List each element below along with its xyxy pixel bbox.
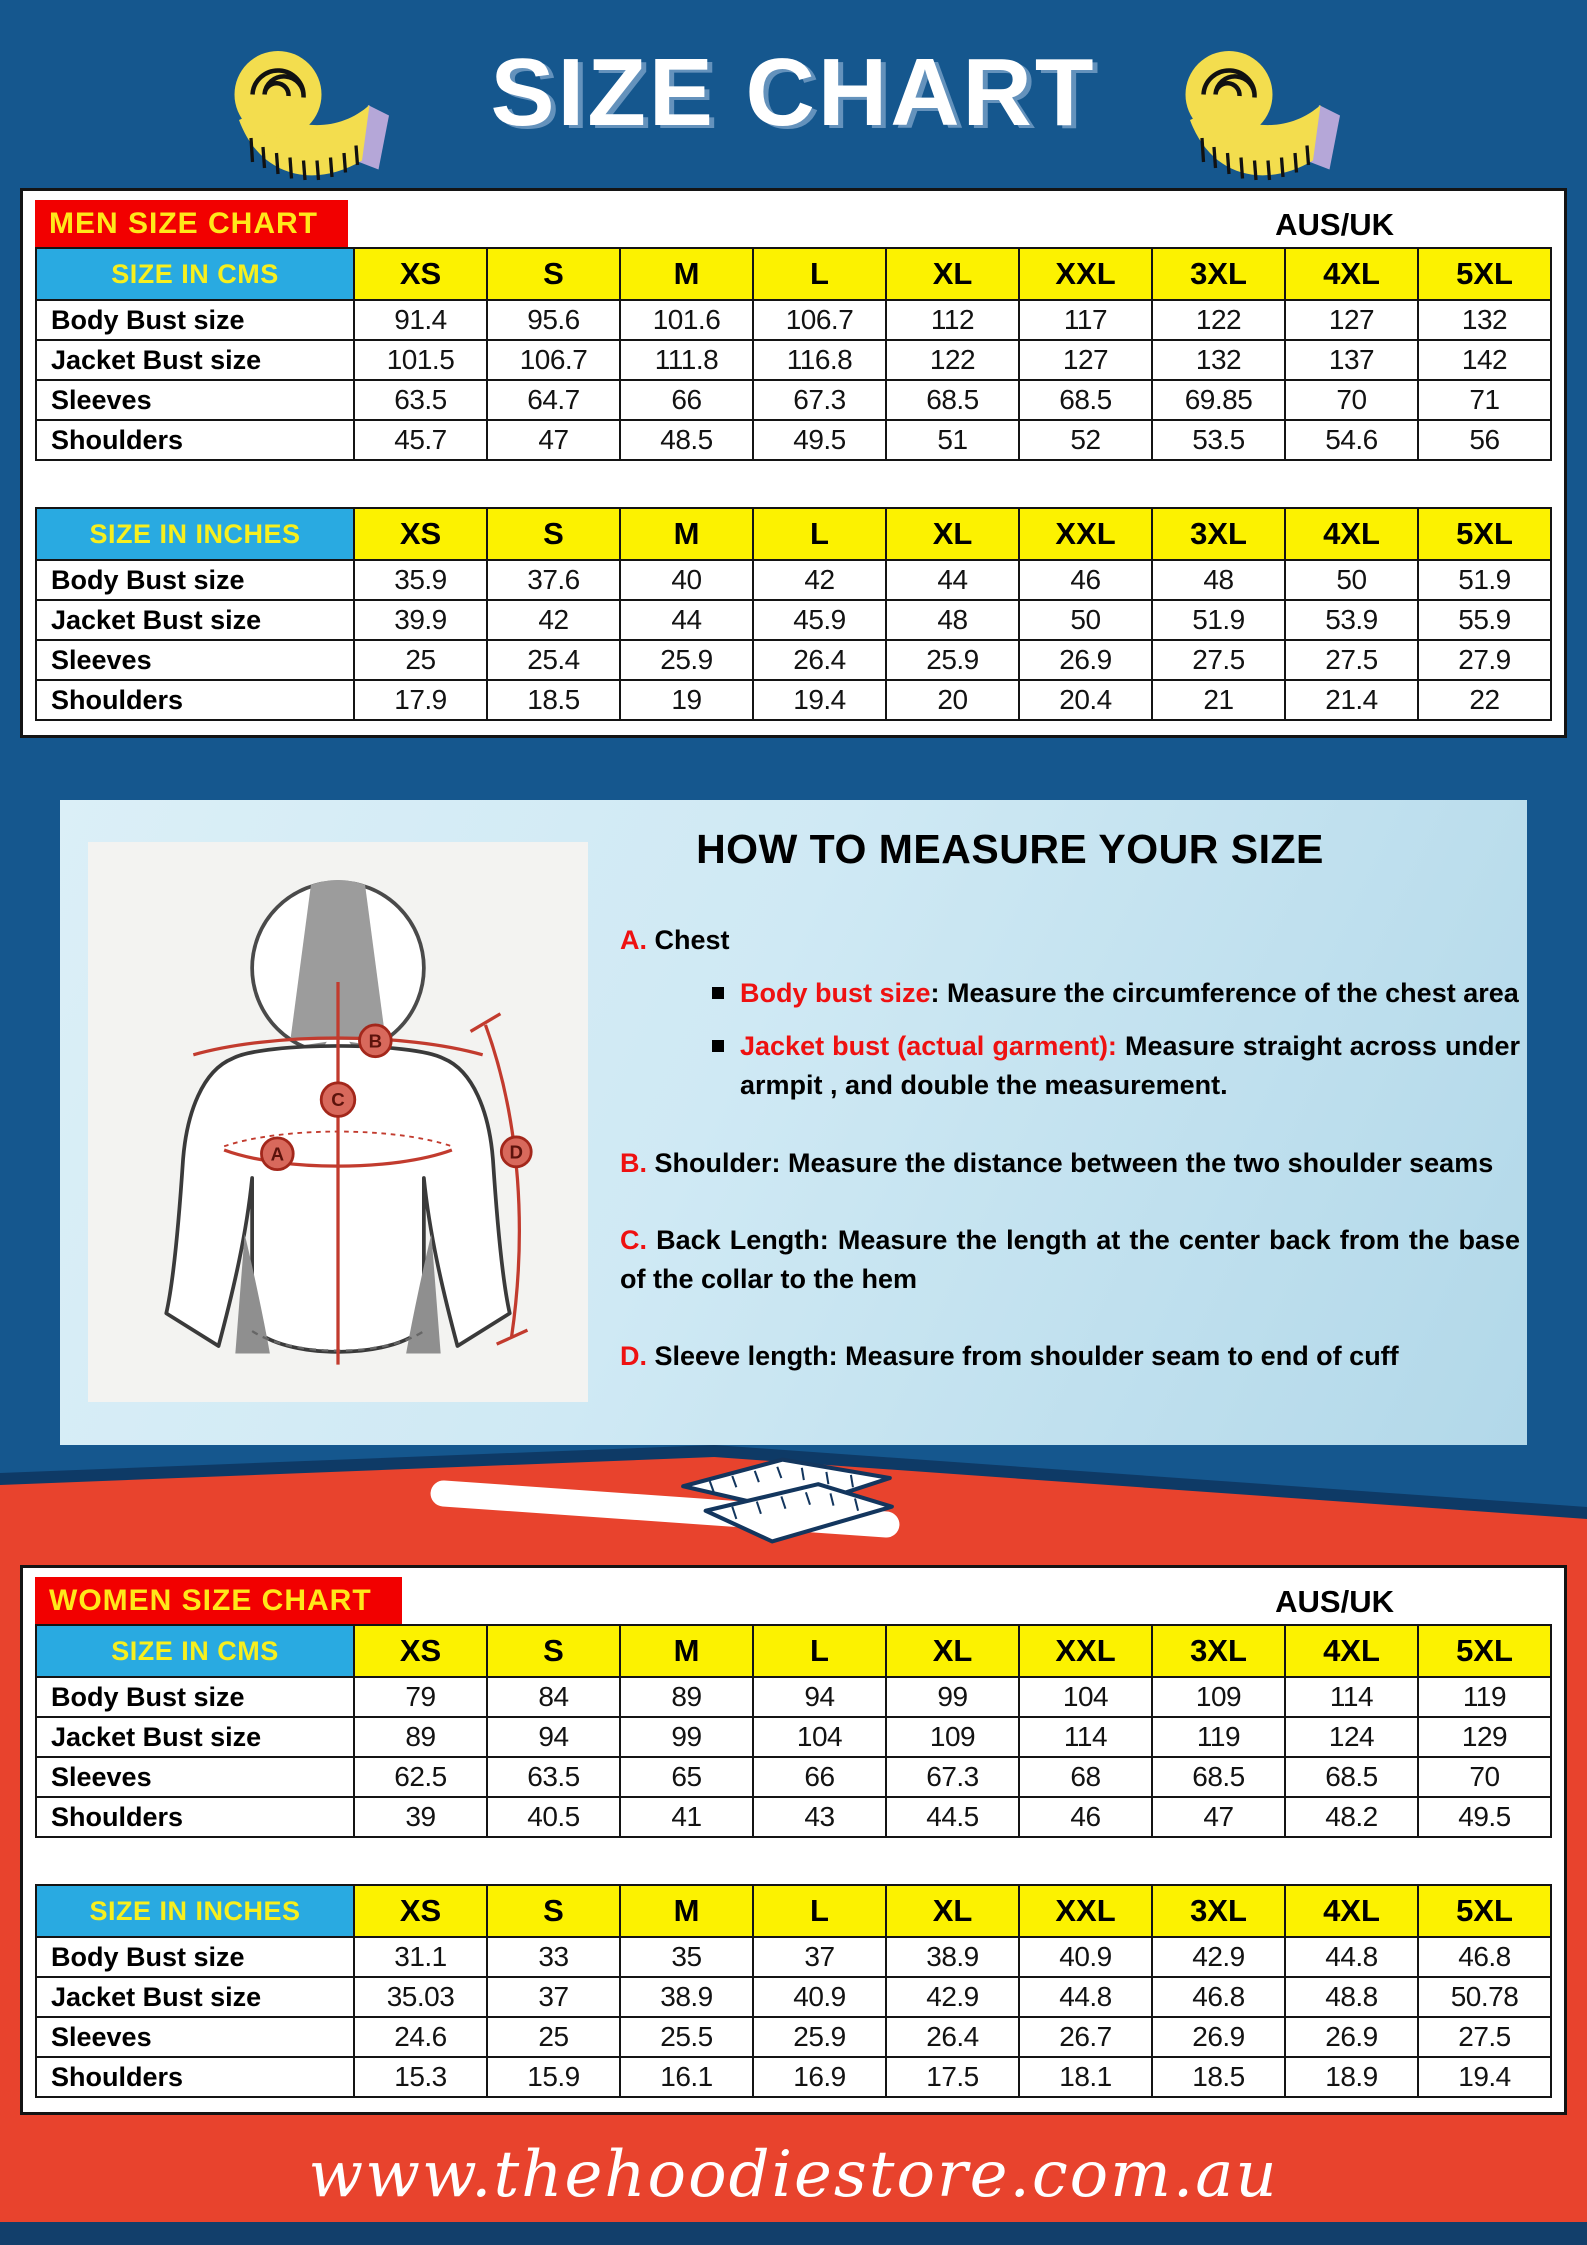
measurement-value: 132	[1152, 340, 1285, 380]
measurement-value: 68	[1019, 1757, 1152, 1797]
measurement-value: 63.5	[354, 380, 487, 420]
guide-text-a: Chest	[654, 925, 730, 955]
measurement-value: 26.9	[1152, 2017, 1285, 2057]
measurement-value: 43	[753, 1797, 886, 1837]
men-size-chart-panel	[20, 188, 1567, 738]
bullet-icon	[712, 987, 724, 999]
measurement-value: 25.9	[886, 640, 1019, 680]
measurement-value: 48.2	[1285, 1797, 1418, 1837]
measurement-value: 44.8	[1019, 1977, 1152, 2017]
measurement-label: Jacket Bust size	[36, 340, 354, 380]
size-column-header: L	[753, 248, 886, 300]
guide-item-a	[620, 921, 1520, 960]
measurement-value: 22	[1418, 680, 1551, 720]
measurement-value: 99	[620, 1717, 753, 1757]
measurement-value: 55.9	[1418, 600, 1551, 640]
measurement-value: 68.5	[1019, 380, 1152, 420]
measuring-tape-icon	[1172, 45, 1367, 140]
measurement-value: 124	[1285, 1717, 1418, 1757]
measurement-value: 65	[620, 1757, 753, 1797]
measurement-label: Jacket Bust size	[36, 1717, 354, 1757]
measurement-value: 54.6	[1285, 420, 1418, 460]
guide-item-b	[620, 1144, 1520, 1183]
measurement-value: 37	[487, 1977, 620, 2017]
measurement-value: 17.9	[354, 680, 487, 720]
measurement-row	[36, 600, 1551, 640]
measurement-value: 16.1	[620, 2057, 753, 2097]
measurement-value: 67.3	[753, 380, 886, 420]
measurement-value: 26.4	[886, 2017, 1019, 2057]
measurement-value: 63.5	[487, 1757, 620, 1797]
measurement-value: 137	[1285, 340, 1418, 380]
measurement-value: 27.5	[1152, 640, 1285, 680]
size-column-header: XL	[886, 508, 1019, 560]
measurement-value: 39.9	[354, 600, 487, 640]
measurement-value: 26.7	[1019, 2017, 1152, 2057]
measurement-value: 21	[1152, 680, 1285, 720]
measurement-value: 94	[487, 1717, 620, 1757]
measurement-value: 67.3	[886, 1757, 1019, 1797]
measurement-value: 47	[487, 420, 620, 460]
measurement-value: 44.8	[1285, 1937, 1418, 1977]
measurement-value: 101.6	[620, 300, 753, 340]
measurement-value: 35.03	[354, 1977, 487, 2017]
women-chart-label: WOMEN SIZE CHART	[35, 1577, 402, 1624]
measurement-value: 79	[354, 1677, 487, 1717]
measurement-value: 53.9	[1285, 600, 1418, 640]
measurement-value: 68.5	[1285, 1757, 1418, 1797]
women-size-chart-panel	[20, 1565, 1567, 2115]
measurement-value: 66	[753, 1757, 886, 1797]
measurement-row	[36, 340, 1551, 380]
hoodie-back-illustration	[88, 842, 588, 1402]
measurement-value: 50.78	[1418, 1977, 1551, 2017]
measurement-value: 106.7	[487, 340, 620, 380]
measurement-value: 53.5	[1152, 420, 1285, 460]
measurement-label: Sleeves	[36, 2017, 354, 2057]
women-inches-table	[35, 1884, 1552, 2098]
measurement-value: 35	[620, 1937, 753, 1977]
size-column-header: 4XL	[1285, 508, 1418, 560]
measurement-value: 25	[354, 640, 487, 680]
measurement-value: 119	[1418, 1677, 1551, 1717]
measurement-value: 39	[354, 1797, 487, 1837]
size-table	[35, 507, 1552, 721]
measurement-value: 56	[1418, 420, 1551, 460]
size-column-header: XS	[354, 508, 487, 560]
measurement-value: 69.85	[1152, 380, 1285, 420]
measurement-value: 27.9	[1418, 640, 1551, 680]
measurement-value: 99	[886, 1677, 1019, 1717]
jacket-measurement-diagram	[88, 842, 588, 1402]
measurement-value: 106.7	[753, 300, 886, 340]
measurement-row	[36, 680, 1551, 720]
header	[0, 0, 1587, 185]
measurement-row	[36, 380, 1551, 420]
measurement-row	[36, 1717, 1551, 1757]
measurement-value: 70	[1285, 380, 1418, 420]
measurement-label: Body Bust size	[36, 1677, 354, 1717]
measurement-value: 127	[1285, 300, 1418, 340]
measurement-value: 117	[1019, 300, 1152, 340]
measurement-label: Shoulders	[36, 680, 354, 720]
measurement-value: 50	[1285, 560, 1418, 600]
size-header-row	[36, 1885, 1551, 1937]
measurement-value: 33	[487, 1937, 620, 1977]
region-label: AUS/UK	[1275, 1584, 1394, 1619]
measurement-value: 18.5	[487, 680, 620, 720]
measurement-value: 42	[487, 600, 620, 640]
measurement-value: 18.5	[1152, 2057, 1285, 2097]
measurement-row	[36, 1797, 1551, 1837]
women-cms-table	[35, 1624, 1552, 1838]
measurement-value: 21.4	[1285, 680, 1418, 720]
marker-c-label: C	[331, 1089, 345, 1111]
measurement-value: 114	[1285, 1677, 1418, 1717]
bullet-jacket-bust	[620, 1027, 1520, 1105]
measurement-value: 25.9	[620, 640, 753, 680]
measurement-value: 38.9	[886, 1937, 1019, 1977]
measurement-value: 109	[1152, 1677, 1285, 1717]
size-column-header: 4XL	[1285, 1885, 1418, 1937]
measurement-value: 47	[1152, 1797, 1285, 1837]
measurement-value: 49.5	[1418, 1797, 1551, 1837]
measurement-value: 89	[620, 1677, 753, 1717]
size-column-header: 5XL	[1418, 1625, 1551, 1677]
measurement-value: 112	[886, 300, 1019, 340]
measurement-value: 64.7	[487, 380, 620, 420]
bullet-body-bust-rest: : Measure the circumference of the chest area	[930, 978, 1519, 1009]
measurement-value: 18.1	[1019, 2057, 1152, 2097]
measurement-value: 129	[1418, 1717, 1551, 1757]
measurement-value: 40.9	[1019, 1937, 1152, 1977]
measurement-label: Shoulders	[36, 2057, 354, 2097]
measurement-value: 25.9	[753, 2017, 886, 2057]
measurement-value: 20.4	[1019, 680, 1152, 720]
page-title: SIZE CHART	[490, 38, 1097, 146]
guide-key-d: D.	[620, 1340, 647, 1371]
measurement-value: 42	[753, 560, 886, 600]
measurement-value: 40.5	[487, 1797, 620, 1837]
bullet-jacket-bust-lead: Jacket bust (actual garment):	[740, 1031, 1117, 1062]
guide-item-c	[620, 1221, 1520, 1299]
marker-a-label: A	[270, 1143, 285, 1165]
size-column-header: 3XL	[1152, 248, 1285, 300]
measurement-label: Sleeves	[36, 1757, 354, 1797]
measurement-value: 35.9	[354, 560, 487, 600]
measurement-row	[36, 640, 1551, 680]
size-column-header: L	[753, 508, 886, 560]
measurement-value: 70	[1418, 1757, 1551, 1797]
measurement-value: 48	[886, 600, 1019, 640]
measurement-value: 38.9	[620, 1977, 753, 2017]
measurement-value: 52	[1019, 420, 1152, 460]
measurement-value: 68.5	[1152, 1757, 1285, 1797]
guide-item-d	[620, 1337, 1520, 1376]
measurement-label: Sleeves	[36, 380, 354, 420]
how-to-measure-panel	[60, 800, 1527, 1445]
unit-label-cell: SIZE IN CMS	[36, 248, 354, 300]
measurement-value: 20	[886, 680, 1019, 720]
guide-text-b: Shoulder: Measure the distance between the two shoulder seams	[654, 1147, 1494, 1178]
measurement-label: Body Bust size	[36, 300, 354, 340]
chest-bullets	[620, 974, 1520, 1105]
measurement-value: 116.8	[753, 340, 886, 380]
measurement-value: 45.9	[753, 600, 886, 640]
size-column-header: 5XL	[1418, 1885, 1551, 1937]
measurement-value: 40.9	[753, 1977, 886, 2017]
bullet-jacket-bust-text	[740, 1027, 1520, 1105]
measurement-value: 44	[620, 600, 753, 640]
measurement-value: 44	[886, 560, 1019, 600]
measurement-value: 101.5	[354, 340, 487, 380]
size-header-row	[36, 248, 1551, 300]
measurement-value: 17.5	[886, 2057, 1019, 2097]
measurement-value: 45.7	[354, 420, 487, 460]
size-header-row	[36, 1625, 1551, 1677]
unit-label-cell: SIZE IN INCHES	[36, 1885, 354, 1937]
measurement-value: 71	[1418, 380, 1551, 420]
measurement-value: 42.9	[886, 1977, 1019, 2017]
measurement-row	[36, 420, 1551, 460]
measurement-value: 122	[1152, 300, 1285, 340]
measurement-label: Jacket Bust size	[36, 600, 354, 640]
measurement-row	[36, 2017, 1551, 2057]
measurement-value: 51.9	[1418, 560, 1551, 600]
measurement-value: 84	[487, 1677, 620, 1717]
measurement-value: 109	[886, 1717, 1019, 1757]
measurement-value: 18.9	[1285, 2057, 1418, 2097]
measurement-value: 104	[1019, 1677, 1152, 1717]
measurement-value: 62.5	[354, 1757, 487, 1797]
men-chart-label: MEN SIZE CHART	[35, 200, 348, 247]
measurement-value: 132	[1418, 300, 1551, 340]
measurement-value: 114	[1019, 1717, 1152, 1757]
bullet-body-bust-lead: Body bust size	[740, 978, 931, 1009]
size-header-row	[36, 508, 1551, 560]
measurement-label: Sleeves	[36, 640, 354, 680]
bottom-navy-strip	[0, 2222, 1587, 2245]
measurement-label: Body Bust size	[36, 560, 354, 600]
measurement-value: 27.5	[1285, 640, 1418, 680]
measurement-value: 26.9	[1285, 2017, 1418, 2057]
measurement-value: 40	[620, 560, 753, 600]
measurement-value: 19.4	[753, 680, 886, 720]
measurement-value: 41	[620, 1797, 753, 1837]
bullet-icon	[712, 1040, 724, 1052]
measurement-value: 42.9	[1152, 1937, 1285, 1977]
size-table	[35, 1884, 1552, 2098]
measurement-value: 51	[886, 420, 1019, 460]
measurement-value: 95.6	[487, 300, 620, 340]
unit-label-cell: SIZE IN INCHES	[36, 508, 354, 560]
measurement-value: 48.5	[620, 420, 753, 460]
size-column-header: M	[620, 248, 753, 300]
guide-title: HOW TO MEASURE YOUR SIZE	[696, 826, 1324, 872]
store-url: www.thehoodiestore.com.au	[308, 2138, 1279, 2212]
size-column-header: S	[487, 1885, 620, 1937]
measuring-tape-icon	[221, 45, 416, 140]
measurement-label: Jacket Bust size	[36, 1977, 354, 2017]
men-inches-table	[35, 507, 1552, 721]
measurement-value: 104	[753, 1717, 886, 1757]
unit-label-cell: SIZE IN CMS	[36, 1625, 354, 1677]
region-label: AUS/UK	[1275, 207, 1394, 242]
size-column-header: L	[753, 1625, 886, 1677]
size-column-header: XS	[354, 248, 487, 300]
measuring-tape-icon	[675, 1446, 900, 1551]
measurement-value: 142	[1418, 340, 1551, 380]
size-column-header: 4XL	[1285, 248, 1418, 300]
size-column-header: XXL	[1019, 1625, 1152, 1677]
size-column-header: XS	[354, 1885, 487, 1937]
measurement-row	[36, 1937, 1551, 1977]
measurement-value: 27.5	[1418, 2017, 1551, 2057]
guide-text-c: Back Length: Measure the length at the center back from the base of the collar to the hem	[620, 1224, 1520, 1294]
size-column-header: 3XL	[1152, 508, 1285, 560]
size-column-header: XXL	[1019, 1885, 1152, 1937]
size-column-header: XL	[886, 248, 1019, 300]
bullet-body-bust-text	[740, 974, 1519, 1013]
measurement-value: 48.8	[1285, 1977, 1418, 2017]
measurement-value: 46	[1019, 1797, 1152, 1837]
size-column-header: XXL	[1019, 248, 1152, 300]
measurement-value: 19	[620, 680, 753, 720]
men-panel-header	[35, 200, 1552, 247]
marker-b-label: B	[368, 1030, 383, 1052]
measurement-value: 19.4	[1418, 2057, 1551, 2097]
measurement-value: 15.9	[487, 2057, 620, 2097]
measurement-value: 37	[753, 1937, 886, 1977]
table-gap	[35, 1838, 1552, 1884]
size-column-header: 3XL	[1152, 1625, 1285, 1677]
size-table	[35, 247, 1552, 461]
measurement-row	[36, 2057, 1551, 2097]
size-column-header: XS	[354, 1625, 487, 1677]
table-gap	[35, 461, 1552, 507]
women-panel-header	[35, 1577, 1552, 1624]
size-column-header: S	[487, 248, 620, 300]
guide-key-c: C.	[620, 1224, 647, 1255]
size-column-header: 5XL	[1418, 508, 1551, 560]
size-column-header: M	[620, 508, 753, 560]
measurement-value: 46.8	[1418, 1937, 1551, 1977]
size-column-header: XL	[886, 1625, 1019, 1677]
measurement-value: 48	[1152, 560, 1285, 600]
size-column-header: M	[620, 1885, 753, 1937]
size-column-header: XXL	[1019, 508, 1152, 560]
measurement-value: 51.9	[1152, 600, 1285, 640]
measurement-row	[36, 300, 1551, 340]
size-column-header: 3XL	[1152, 1885, 1285, 1937]
size-column-header: S	[487, 1625, 620, 1677]
measurement-value: 26.4	[753, 640, 886, 680]
measurement-row	[36, 1977, 1551, 2017]
guide-key-b: B.	[620, 1147, 647, 1178]
footer	[0, 2128, 1587, 2222]
measurement-value: 66	[620, 380, 753, 420]
men-cms-table	[35, 247, 1552, 461]
measurement-value: 122	[886, 340, 1019, 380]
measurement-value: 94	[753, 1677, 886, 1717]
size-column-header: 5XL	[1418, 248, 1551, 300]
measurement-value: 127	[1019, 340, 1152, 380]
size-column-header: S	[487, 508, 620, 560]
bullet-jacket-bust-rest: Measure straight across under armpit , and double the measurement.	[740, 1031, 1520, 1101]
measurement-value: 89	[354, 1717, 487, 1757]
measurement-value: 25.4	[487, 640, 620, 680]
measurement-value: 37.6	[487, 560, 620, 600]
measurement-value: 46.8	[1152, 1977, 1285, 2017]
measurement-value: 91.4	[354, 300, 487, 340]
size-column-header: L	[753, 1885, 886, 1937]
measurement-row	[36, 1677, 1551, 1717]
measurement-value: 26.9	[1019, 640, 1152, 680]
measure-instructions	[620, 826, 1520, 1376]
measurement-value: 16.9	[753, 2057, 886, 2097]
measurement-row	[36, 560, 1551, 600]
marker-d-label: D	[509, 1141, 524, 1163]
measurement-value: 25	[487, 2017, 620, 2057]
measurement-value: 44.5	[886, 1797, 1019, 1837]
measurement-row	[36, 1757, 1551, 1797]
measurement-value: 31.1	[354, 1937, 487, 1977]
measurement-value: 50	[1019, 600, 1152, 640]
measurement-value: 24.6	[354, 2017, 487, 2057]
measurement-value: 46	[1019, 560, 1152, 600]
measurement-value: 25.5	[620, 2017, 753, 2057]
guide-text-d: Sleeve length: Measure from shoulder seam to end of cuff	[654, 1340, 1399, 1371]
size-column-header: 4XL	[1285, 1625, 1418, 1677]
measurement-value: 119	[1152, 1717, 1285, 1757]
size-column-header: XL	[886, 1885, 1019, 1937]
measurement-label: Shoulders	[36, 420, 354, 460]
measurement-label: Shoulders	[36, 1797, 354, 1837]
measurement-value: 111.8	[620, 340, 753, 380]
measurement-value: 68.5	[886, 380, 1019, 420]
size-column-header: M	[620, 1625, 753, 1677]
measurement-value: 49.5	[753, 420, 886, 460]
measurement-value: 15.3	[354, 2057, 487, 2097]
measurement-label: Body Bust size	[36, 1937, 354, 1977]
bullet-body-bust	[620, 974, 1520, 1013]
size-table	[35, 1624, 1552, 1838]
guide-key-a: A.	[620, 925, 647, 955]
